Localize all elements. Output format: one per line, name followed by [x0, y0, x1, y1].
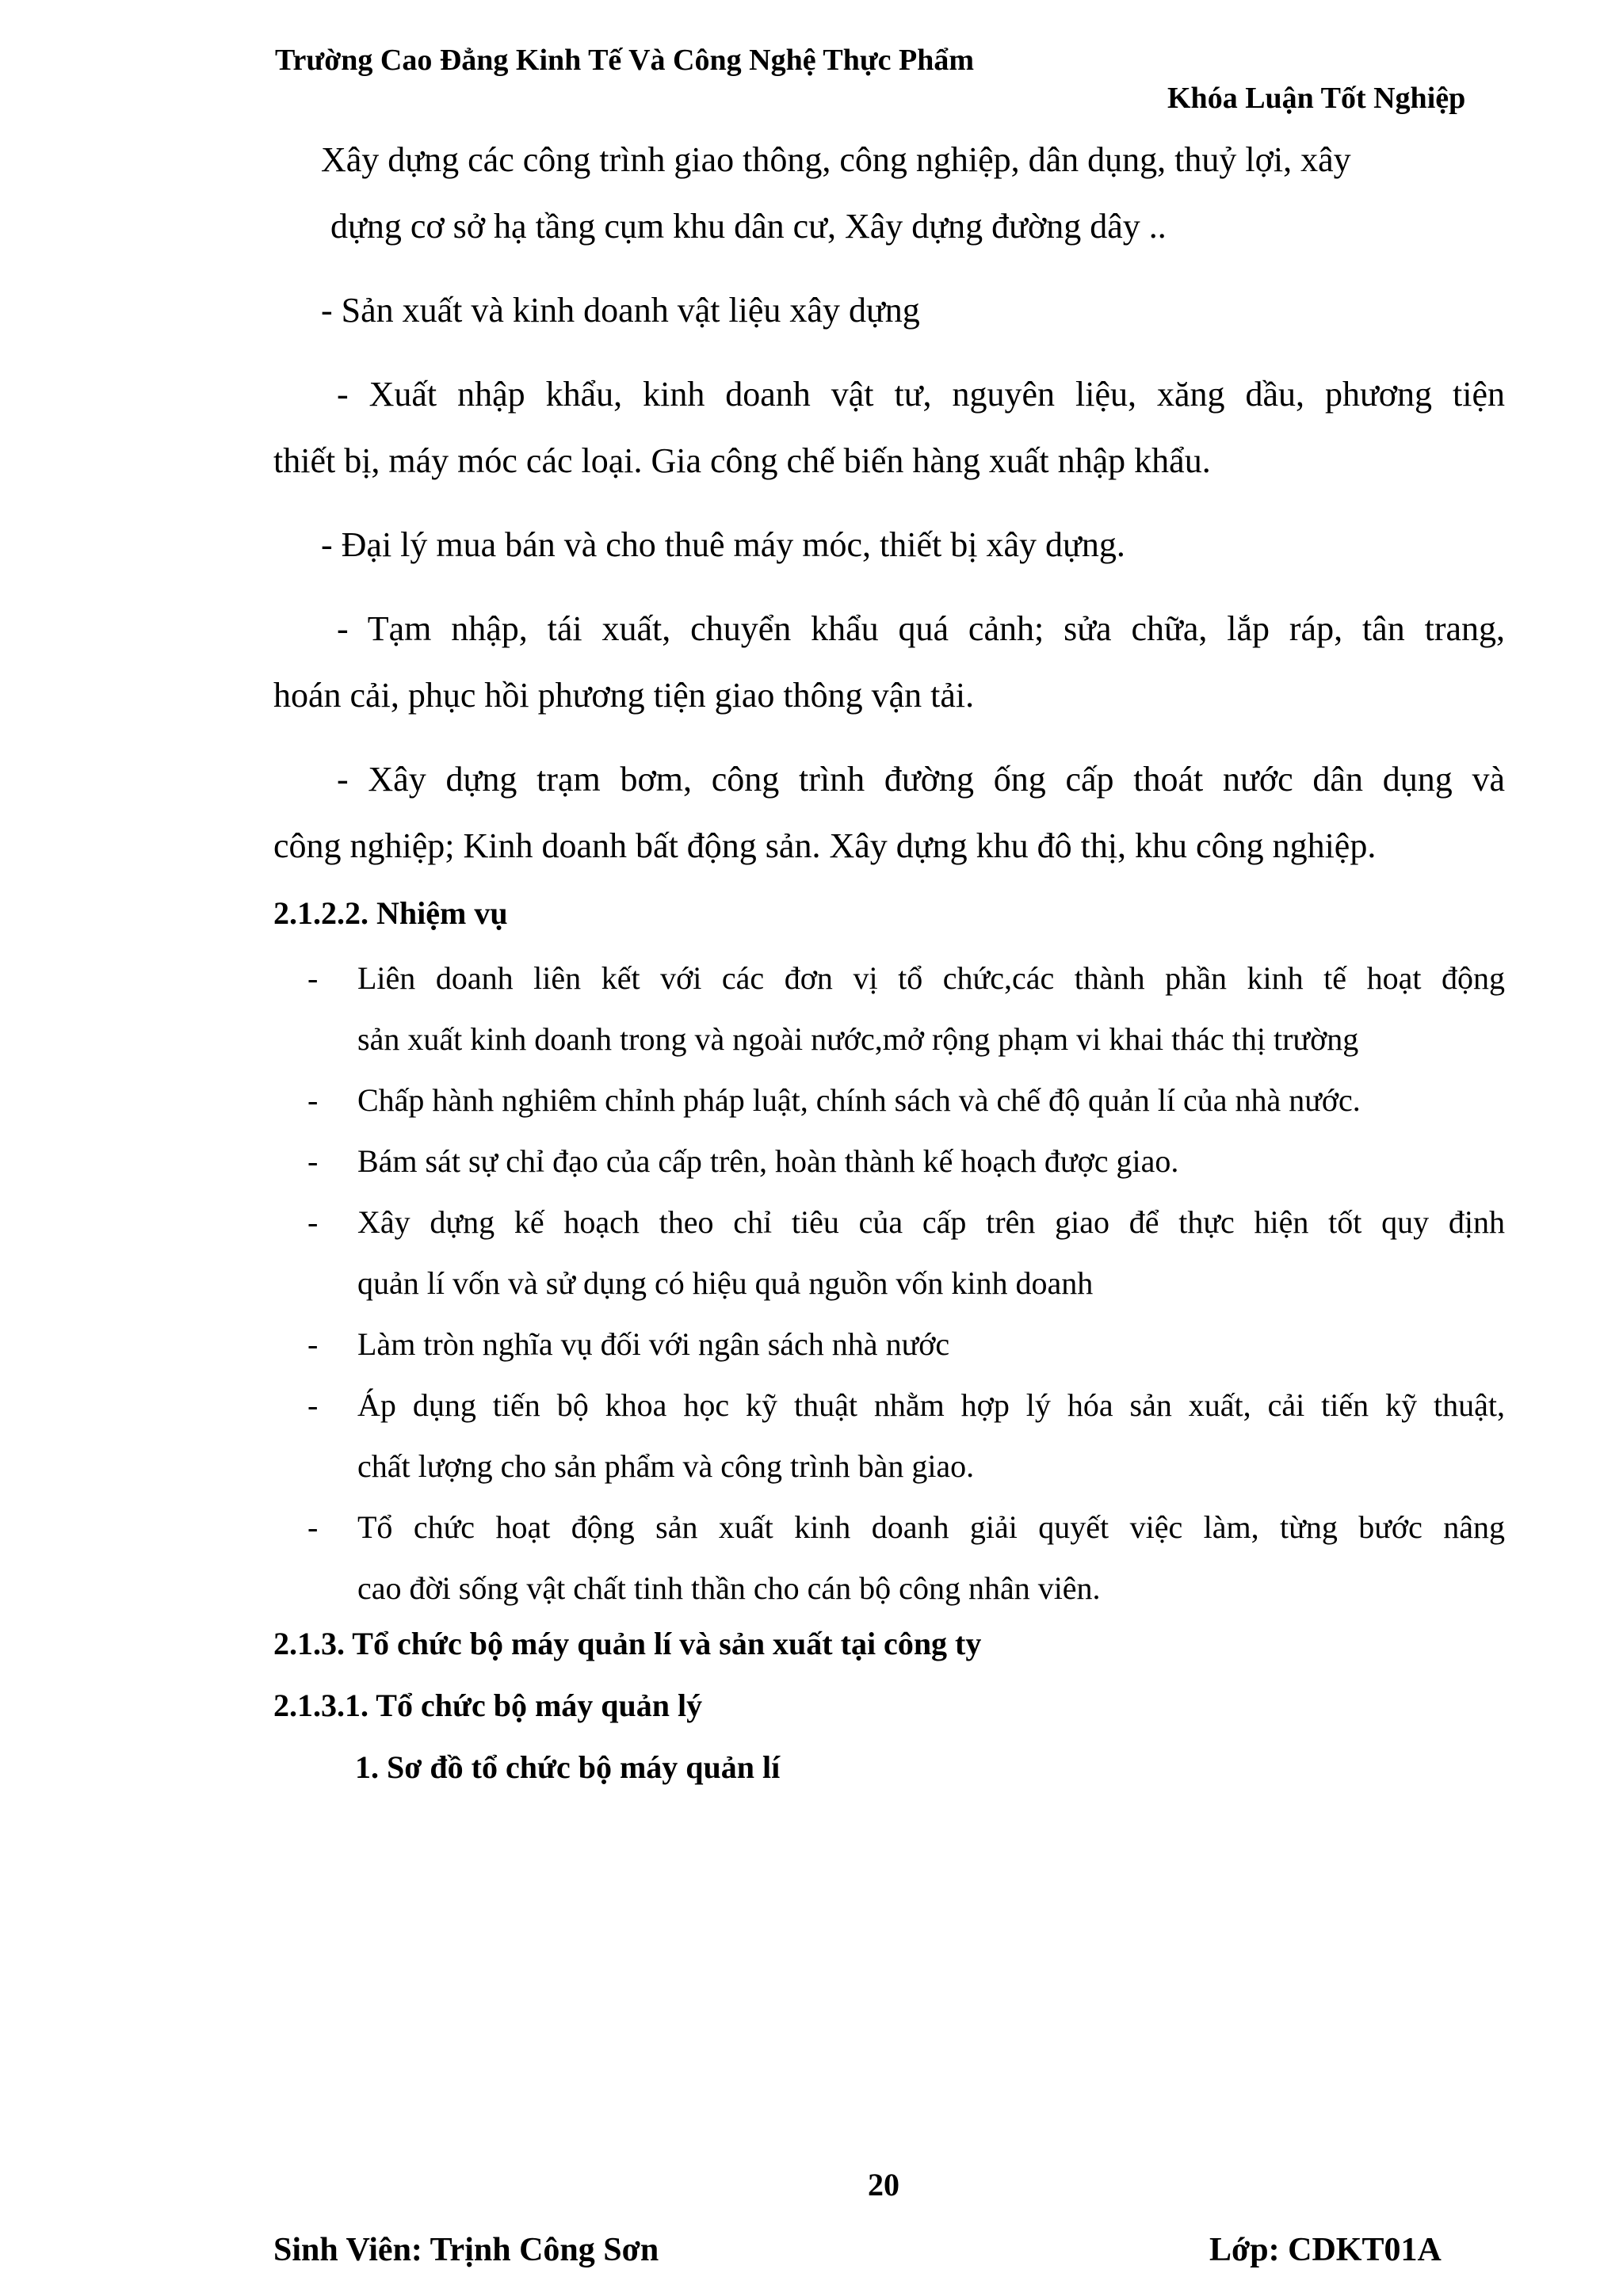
header-document-type: Khóa Luận Tốt Nghiệp — [1167, 82, 1466, 115]
paragraph-line: hoán cải, phục hồi phương tiện giao thông vận tải. — [273, 676, 975, 715]
list-dash: - — [307, 960, 319, 996]
paragraph-line: - Sản xuất và kinh doanh vật liệu xây dựng — [321, 291, 920, 330]
list-item — [273, 1314, 1505, 1375]
list-item — [273, 1192, 1505, 1314]
list-item-line: Áp dụng tiến bộ khoa học kỹ thuật nhằm hợp lý hóa sản xuất, cải tiến kỹ thuật, — [357, 1387, 1505, 1423]
footer-class: Lớp: CDKT01A — [1209, 2232, 1442, 2268]
list-dash: - — [307, 1143, 319, 1179]
paragraph-line: dựng cơ sở hạ tầng cụm khu dân cư, Xây dựng đường dây .. — [330, 207, 1167, 246]
list-dash: - — [307, 1509, 319, 1545]
list-item-line: chất lượng cho sản phẩm và công trình bàn giao. — [357, 1448, 975, 1484]
item-heading-so-do: 1. Sơ đồ tổ chức bộ máy quản lí — [355, 1749, 781, 1785]
list-item — [273, 1131, 1505, 1192]
list-dash: - — [307, 1326, 319, 1362]
list-dash: - — [307, 1387, 319, 1423]
list-item-line: cao đời sống vật chất tinh thần cho cán bộ công nhân viên. — [357, 1570, 1101, 1606]
paragraph-line: - Xây dựng trạm bơm, công trình đường ống cấp thoát nước dân dụng và — [337, 760, 1505, 799]
list-item-line: Chấp hành nghiêm chỉnh pháp luật, chính sách và chế độ quản lí của nhà nước. — [357, 1082, 1361, 1118]
list-item-line: Tổ chức hoạt động sản xuất kinh doanh giải quyết việc làm, từng bước nâng — [357, 1509, 1505, 1545]
list-item-line: Bám sát sự chỉ đạo của cấp trên, hoàn thành kế hoạch được giao. — [357, 1143, 1179, 1179]
list-item-line: Làm tròn nghĩa vụ đối với ngân sách nhà nước — [357, 1326, 950, 1362]
list-dash: - — [307, 1082, 319, 1118]
business-lines-paragraphs — [273, 127, 1505, 879]
list-item-line: quản lí vốn và sử dụng có hiệu quả nguồn vốn kinh doanh — [357, 1265, 1094, 1301]
list-item — [273, 1070, 1505, 1131]
list-item — [273, 1497, 1505, 1619]
paragraph-line: Xây dựng các công trình giao thông, công nghiệp, dân dụng, thuỷ lợi, xây — [321, 140, 1351, 179]
section-heading-to-chuc: 2.1.3. Tổ chức bộ máy quản lí và sản xuất tại công ty — [273, 1626, 982, 1661]
section-heading-nhiem-vu: 2.1.2.2. Nhiệm vụ — [273, 895, 508, 931]
page-number: 20 — [868, 2167, 899, 2203]
paragraph-line: thiết bị, máy móc các loại. Gia công chế biến hàng xuất nhập khẩu. — [273, 441, 1211, 480]
list-item — [273, 948, 1505, 1070]
list-item — [273, 1375, 1505, 1497]
paragraph-line: công nghiệp; Kinh doanh bất động sản. Xây dựng khu đô thị, khu công nghiệp. — [273, 826, 1377, 865]
subsection-heading-to-chuc-bo-may: 2.1.3.1. Tổ chức bộ máy quản lý — [273, 1688, 703, 1723]
nhiem-vu-list — [273, 948, 1505, 1619]
footer-student-name: Sinh Viên: Trịnh Công Sơn — [273, 2232, 659, 2268]
list-item-line: Xây dựng kế hoạch theo chỉ tiêu của cấp trên giao để thực hiện tốt quy định — [357, 1204, 1505, 1240]
list-dash: - — [307, 1204, 319, 1240]
paragraph-line: - Xuất nhập khẩu, kinh doanh vật tư, nguyên liệu, xăng dầu, phương tiện — [337, 375, 1505, 414]
list-item-line: Liên doanh liên kết với các đơn vị tổ chức,các thành phần kinh tế hoạt động — [357, 960, 1505, 996]
header-school-name: Trường Cao Đẳng Kinh Tế Và Công Nghệ Thực Phẩm — [275, 44, 975, 77]
paragraph-line: - Tạm nhập, tái xuất, chuyển khẩu quá cảnh; sửa chữa, lắp ráp, tân trang, — [337, 609, 1505, 648]
paragraph-line: - Đại lý mua bán và cho thuê máy móc, thiết bị xây dựng. — [321, 525, 1125, 564]
list-item-line: sản xuất kinh doanh trong và ngoài nước,mở rộng phạm vi khai thác thị trường — [357, 1021, 1359, 1057]
